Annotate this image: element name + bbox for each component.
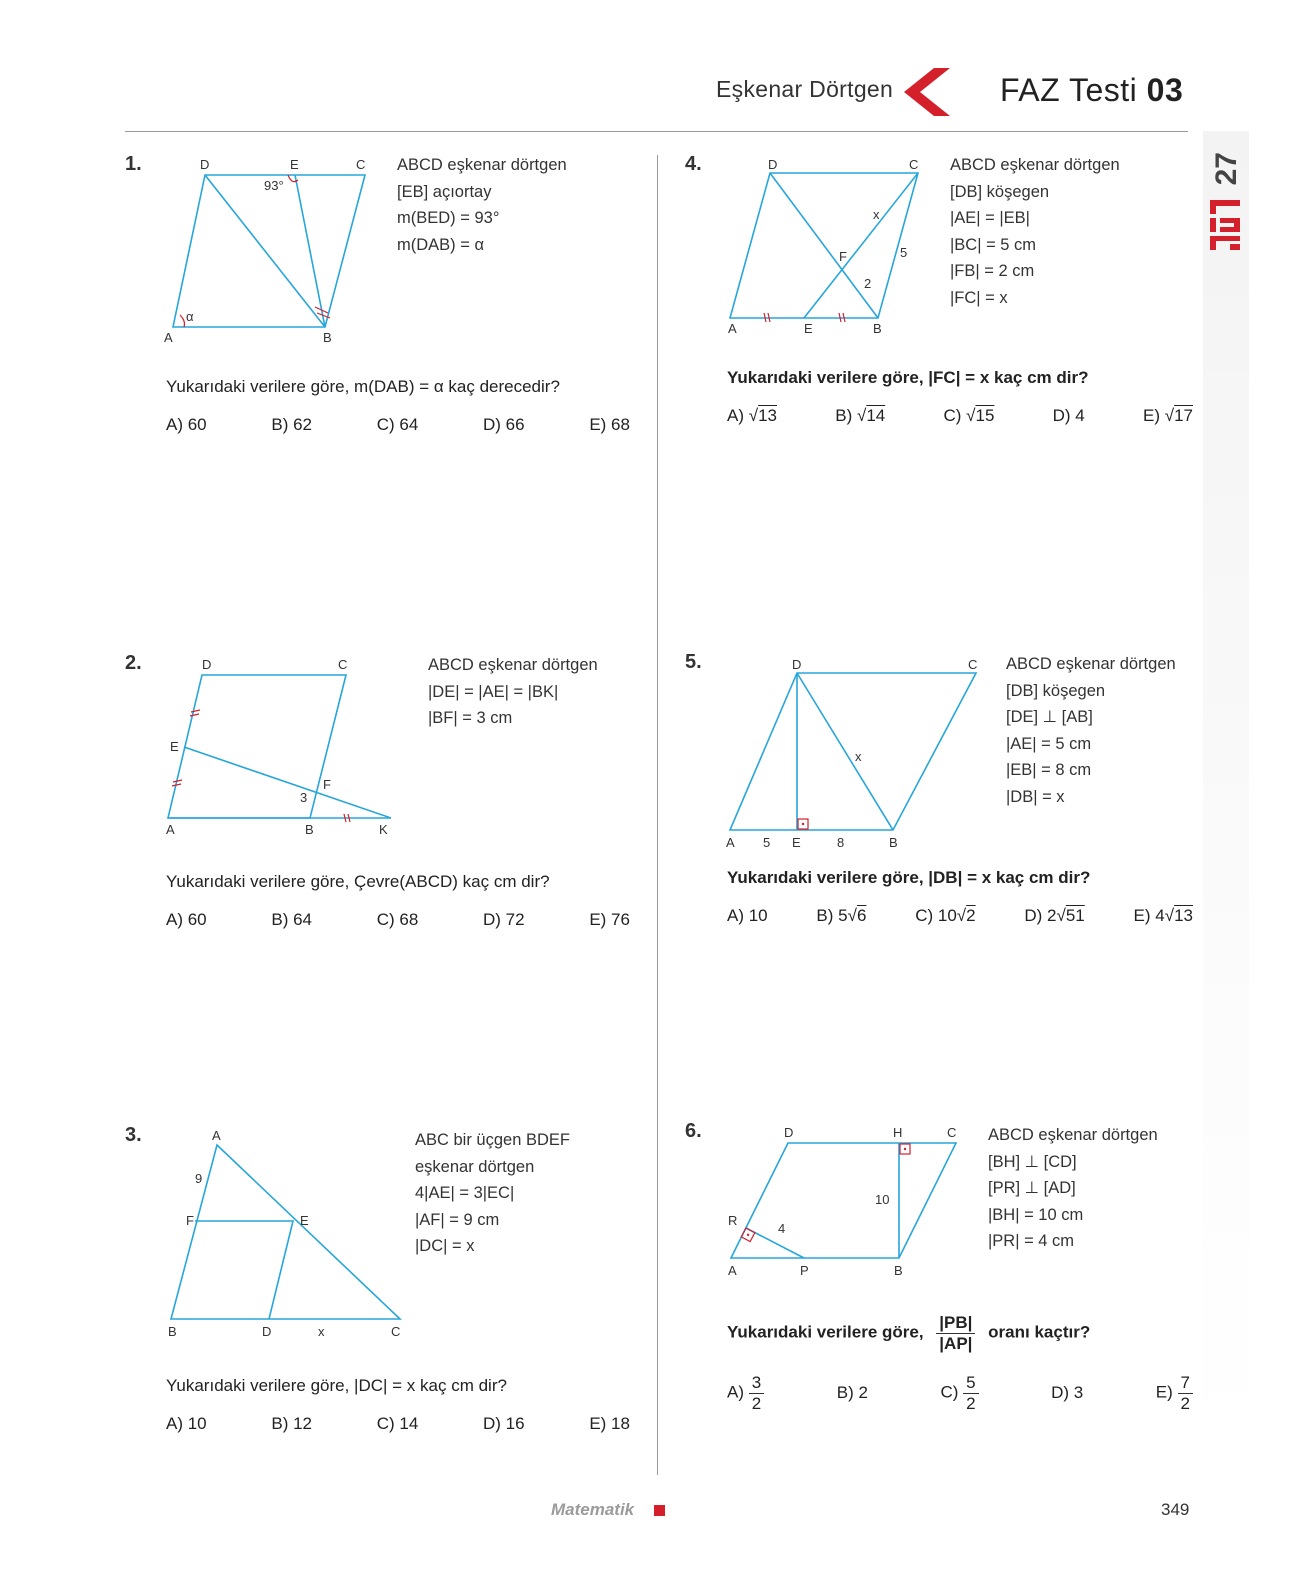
choice-letter: D) 3 (1051, 1383, 1084, 1403)
q3-label-d: D (262, 1324, 272, 1339)
choice-fraction (1178, 1373, 1193, 1413)
radicand: 14 (866, 406, 886, 425)
given-line: |FB| = 2 cm (950, 262, 1035, 280)
choice-letter: E) (1143, 406, 1165, 425)
radical-icon: √ (847, 906, 857, 925)
choice[interactable]: C) 68 (376, 910, 419, 929)
q4-question (727, 368, 1089, 388)
given-line: m(BED) = 93° (397, 209, 500, 227)
choice-letter: B) (835, 406, 857, 425)
choice[interactable]: C) 14 (376, 1414, 419, 1433)
q5-figure (724, 655, 994, 855)
choice[interactable] (1051, 1383, 1083, 1403)
given-line: [DB] köşegen (950, 182, 1050, 201)
choice[interactable]: A) 60 (166, 415, 207, 434)
choice-letter: E) (1155, 1382, 1173, 1402)
q5-label-c: C (968, 657, 978, 672)
q1-label-alpha: α (186, 309, 194, 324)
q6-label-h: H (893, 1125, 903, 1140)
choice[interactable] (943, 406, 994, 426)
given-line: |DC| = x (415, 1237, 475, 1255)
q2-label-d: D (202, 657, 212, 672)
q5-label-5: 5 (763, 835, 771, 850)
radicand: 13 (758, 406, 777, 425)
q6-label-b: B (894, 1263, 903, 1278)
column-divider (657, 155, 658, 1475)
given-line: |FC| = x (950, 288, 1008, 307)
choice[interactable]: B) 64 (271, 910, 312, 929)
q3-number: 3. (125, 1124, 142, 1146)
given-line: 4|AE| = 3|EC| (415, 1184, 515, 1202)
fraction-denominator: 2 (966, 1393, 976, 1413)
radicand: 17 (1174, 406, 1193, 425)
topic-title: Eşkenar Dörtgen (716, 76, 894, 102)
q2-choices (166, 910, 630, 930)
choice-letter: D) 2 (1024, 906, 1057, 925)
choice[interactable] (915, 906, 975, 926)
q4-label-f: F (839, 249, 847, 264)
q6-label-4: 4 (778, 1221, 786, 1236)
radical-icon: √ (1164, 406, 1175, 425)
test-number: 03 (1146, 72, 1184, 108)
q6-label-p: P (800, 1263, 809, 1278)
choice-letter: C) (940, 1382, 959, 1402)
q4-number: 4. (685, 153, 702, 175)
given-line: ABCD eşkenar dörtgen (428, 656, 598, 674)
choice[interactable] (1143, 406, 1193, 426)
choice-fraction (749, 1373, 764, 1413)
radical-icon: √ (956, 906, 967, 925)
radicand: 13 (1174, 906, 1193, 925)
choice[interactable] (940, 1373, 978, 1413)
side-strip (1203, 131, 1249, 1451)
q1-label-d: D (200, 157, 210, 172)
q2-label-e: E (170, 739, 179, 754)
choice-fraction (963, 1373, 978, 1413)
q3-label-f: F (186, 1213, 194, 1228)
q1-choices (166, 415, 630, 435)
given-line: |AF| = 9 cm (415, 1210, 500, 1229)
given-line: [BH] ⊥ [CD] (988, 1152, 1077, 1171)
q4-label-c: C (909, 157, 919, 172)
q5-choices (727, 906, 1193, 926)
q6-label-d: D (784, 1125, 794, 1140)
given-line: |DB| = x (1006, 787, 1065, 806)
choice-letter: C) 10 (915, 906, 957, 925)
given-line: |EB| = 8 cm (1006, 761, 1092, 779)
q1-label-e: E (290, 157, 299, 172)
q6-figure (724, 1122, 974, 1292)
radicand: 51 (1065, 906, 1085, 925)
q6-given (988, 1122, 1158, 1255)
choice[interactable] (1053, 406, 1085, 426)
q5-label-a: A (726, 835, 735, 850)
choice[interactable]: D) 72 (483, 910, 525, 929)
choice-letter: E) 4 (1133, 906, 1165, 925)
test-series: FAZ Testi (1000, 72, 1138, 108)
radical-icon: √ (748, 406, 759, 425)
q5-number: 5. (685, 651, 702, 673)
given-line: |AE| = 5 cm (1006, 734, 1092, 753)
given-line: ABCD eşkenar dörtgen (988, 1126, 1158, 1144)
choice[interactable]: A) 60 (166, 910, 207, 929)
q3-label-x: x (318, 1324, 325, 1339)
q2-question: Yukarıdaki verilere göre, Çevre(ABCD) kaç cm dir? (166, 872, 550, 891)
choice-letter: D) 4 (1052, 406, 1085, 425)
q5-label-d: D (792, 657, 802, 672)
test-title (1000, 72, 1183, 109)
q2-label-f: F (323, 777, 331, 792)
q4-question-text: Yukarıdaki verilere göre, |FC| = x kaç cm dir? (727, 368, 1089, 387)
given-line: |BH| = 10 cm (988, 1205, 1084, 1224)
q4-label-a: A (728, 321, 737, 336)
q3-question: Yukarıdaki verilere göre, |DC| = x kaç cm dir? (166, 1376, 507, 1395)
choice[interactable] (727, 406, 777, 426)
q2-label-k: K (379, 822, 388, 837)
radicand: 15 (975, 406, 995, 425)
fgz-logo-icon (1210, 200, 1240, 250)
q4-figure (724, 155, 934, 345)
given-line: |AE| = |EB| (950, 209, 1030, 227)
choice-letter: B) 2 (836, 1383, 868, 1403)
given-line: m(DAB) = α (397, 235, 485, 254)
given-line: |BC| = 5 cm (950, 235, 1037, 254)
q3-label-b: B (168, 1324, 177, 1339)
q5-question-text: Yukarıdaki verilere göre, |DB| = x kaç cm dir? (727, 868, 1091, 887)
choice[interactable]: D) 66 (483, 415, 525, 434)
q1-label-c: C (356, 157, 366, 172)
q4-label-x: x (873, 207, 880, 222)
given-line: ABCD eşkenar dörtgen (1006, 655, 1176, 673)
footer-subject: Matematik (551, 1500, 635, 1519)
choice-letter: C) (943, 406, 967, 425)
chevron-icon (904, 68, 950, 116)
q3-given (415, 1127, 570, 1260)
q6-question-post: oranı kaçtır? (988, 1322, 1091, 1342)
choice[interactable] (1024, 906, 1084, 926)
q1-number: 1. (125, 153, 142, 175)
fraction-numerator: |PB| (936, 1313, 975, 1334)
q1-label-b: B (323, 330, 332, 345)
radicand: 6 (856, 906, 867, 925)
q6-question-pre: Yukarıdaki verilere göre, (727, 1322, 924, 1342)
choice[interactable] (835, 406, 885, 426)
radical-icon: √ (1164, 906, 1175, 925)
q2-label-3: 3 (300, 790, 308, 805)
choice-letter: A) 10 (727, 906, 768, 925)
q3-label-c: C (391, 1324, 401, 1339)
fraction-denominator: |AP| (939, 1333, 973, 1353)
q5-label-b: B (889, 835, 898, 850)
q5-label-x: x (855, 749, 862, 764)
q3-label-9: 9 (195, 1171, 203, 1186)
q6-question-fraction (936, 1313, 975, 1353)
choice[interactable]: E) 68 (589, 415, 630, 434)
choice[interactable]: C) 64 (376, 415, 419, 434)
choice[interactable] (816, 906, 866, 926)
given-line: ABCD eşkenar dörtgen (397, 156, 567, 174)
radical-icon: √ (966, 406, 976, 425)
q6-number: 6. (685, 1120, 702, 1142)
given-line: eşkenar dörtgen (415, 1157, 535, 1176)
q6-label-10: 10 (875, 1192, 890, 1207)
given-line: [DE] ⊥ [AB] (1006, 708, 1093, 726)
choice[interactable] (727, 906, 768, 926)
choice[interactable]: D) 16 (483, 1414, 525, 1433)
q6-label-r: R (728, 1213, 738, 1228)
choice[interactable]: A) 10 (166, 1414, 207, 1433)
q5-label-e: E (792, 835, 801, 850)
q2-figure (160, 655, 400, 845)
radical-icon: √ (1056, 906, 1066, 925)
q4-given (950, 152, 1120, 311)
q5-label-8: 8 (837, 835, 845, 850)
fraction-numerator: 5 (963, 1373, 978, 1394)
q5-question (727, 868, 1090, 888)
choice-letter: A) (727, 1382, 744, 1402)
choice[interactable]: E) 76 (589, 910, 630, 929)
choice[interactable]: B) 12 (271, 1414, 312, 1433)
q1-given (397, 152, 567, 258)
q4-label-e: E (804, 321, 813, 336)
q3-choices (166, 1414, 630, 1434)
q6-choices (727, 1373, 1193, 1413)
choice-letter: A) (727, 406, 749, 425)
given-line: [EB] açıortay (397, 182, 492, 201)
q6-question (727, 1313, 1090, 1353)
q6-label-c: C (947, 1125, 957, 1140)
given-line: |PR| = 4 cm (988, 1232, 1075, 1250)
given-line: |BF| = 3 cm (428, 709, 513, 727)
choice[interactable] (1156, 1373, 1193, 1413)
q4-label-b: B (873, 321, 882, 336)
q1-label-angle: 93° (264, 178, 284, 193)
q2-given (428, 652, 598, 732)
q6-label-a: A (728, 1263, 737, 1278)
section-number: 27 (1210, 152, 1243, 186)
q3-label-e: E (300, 1213, 309, 1228)
q4-label-d: D (768, 157, 778, 172)
given-line: ABCD eşkenar dörtgen (950, 156, 1120, 174)
q1-figure (160, 155, 390, 355)
choice[interactable]: E) 18 (589, 1414, 630, 1433)
q3-figure (160, 1125, 410, 1345)
choice[interactable] (837, 1383, 868, 1403)
radical-icon: √ (856, 406, 867, 425)
q2-label-a: A (166, 822, 175, 837)
q2-number: 2. (125, 652, 142, 674)
choice[interactable] (1134, 906, 1193, 926)
q1-label-a: A (164, 330, 173, 345)
footer-square-icon (654, 1505, 665, 1516)
given-line: ABC bir üçgen BDEF (415, 1131, 570, 1149)
fraction-numerator: 7 (1178, 1373, 1193, 1394)
radicand: 2 (966, 906, 976, 925)
choice[interactable] (727, 1373, 764, 1413)
given-line: [DB] köşegen (1006, 681, 1106, 700)
q2-label-c: C (338, 657, 348, 672)
given-line: |DE| = |AE| = |BK| (428, 682, 559, 701)
choice-letter: B) 5 (816, 906, 848, 925)
fraction-denominator: 2 (751, 1393, 762, 1413)
page-number: 349 (1161, 1500, 1190, 1519)
q1-question: Yukarıdaki verilere göre, m(DAB) = α kaç derecedir? (166, 377, 560, 396)
q4-label-2: 2 (864, 276, 872, 291)
q2-label-b: B (305, 822, 314, 837)
q3-label-a: A (212, 1128, 221, 1143)
q5-given (1006, 651, 1176, 810)
fraction-numerator: 3 (749, 1373, 764, 1394)
q4-choices (727, 406, 1193, 426)
header-divider (125, 131, 1188, 132)
given-line: [PR] ⊥ [AD] (988, 1179, 1076, 1197)
fraction-denominator: 2 (1180, 1393, 1190, 1413)
choice[interactable]: B) 62 (271, 415, 312, 434)
q4-label-5: 5 (900, 245, 908, 260)
